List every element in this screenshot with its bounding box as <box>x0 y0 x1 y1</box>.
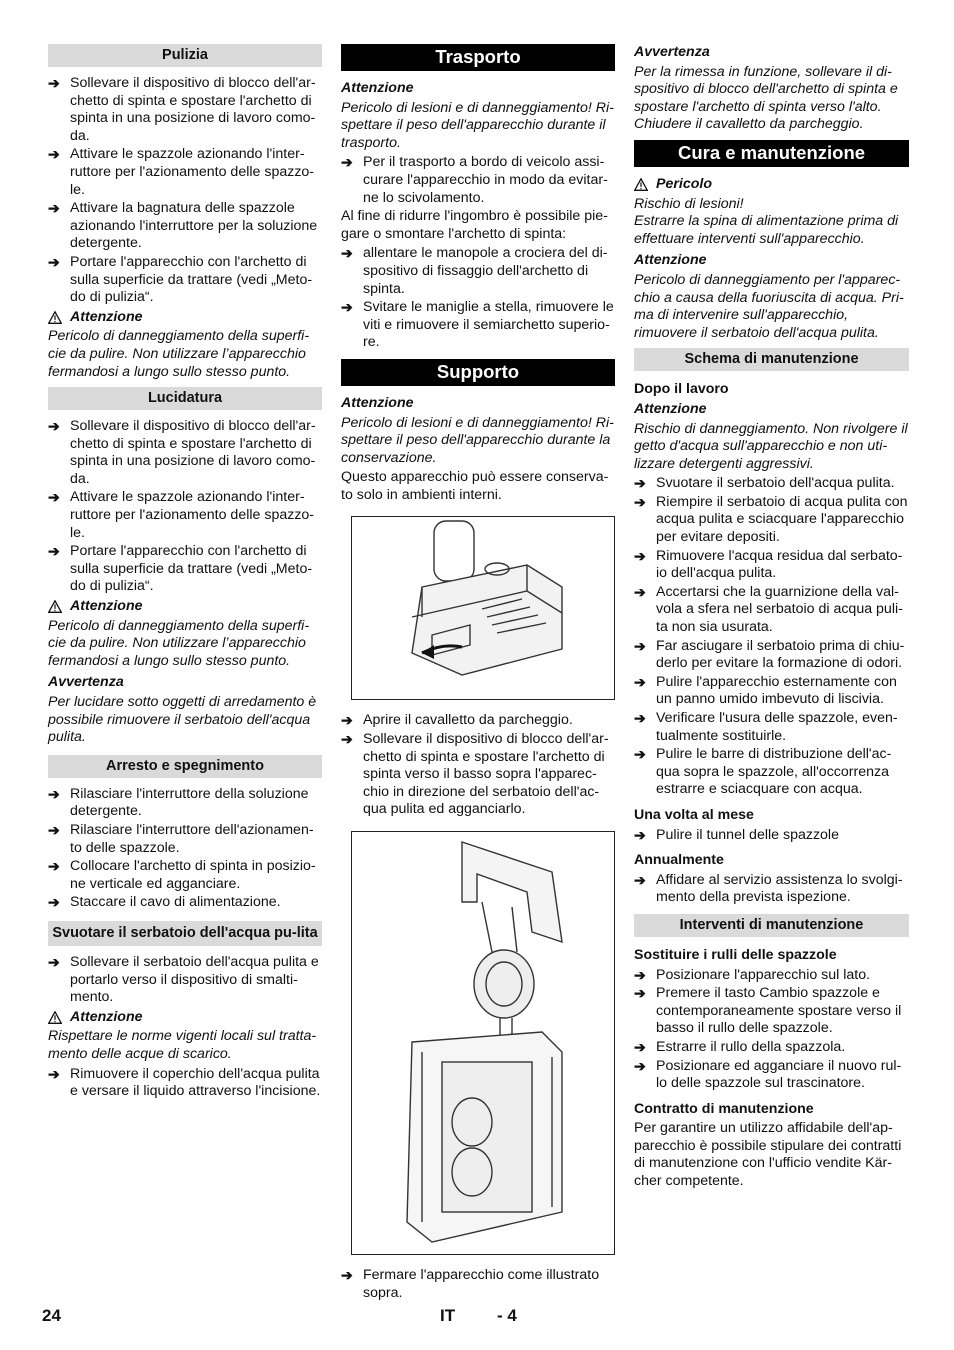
arrow-right-icon: ➔ <box>48 200 60 217</box>
paragraph-supporto: Questo apparecchio può essere conserva-to solo in ambienti interni. <box>341 469 609 503</box>
list-item <box>634 967 909 985</box>
sub-page-number: - 4 <box>497 1306 517 1325</box>
paragraph-contratto: Per garantire un utilizzo affidabile dell'ap-parecchio è possibile stipulare dei contratti di manutenzione con l'ufficio vendite Kär-cher competente. <box>634 1120 902 1190</box>
list-item <box>48 200 322 253</box>
list-svuotare-2 <box>48 1066 322 1101</box>
list-lucidatura <box>48 418 322 596</box>
arrow-right-icon: ➔ <box>48 1065 60 1082</box>
attention-text: Pericolo di lesioni e di danneggiamento! Ri-spettare il peso dell'apparecchio durante la conservazione. <box>341 414 614 466</box>
list-item <box>634 746 909 799</box>
list-item-text: Per il trasporto a bordo di veicolo assi-curare l'apparecchio in modo da evitar-ne lo scivolamento. <box>363 154 608 206</box>
arrow-right-icon: ➔ <box>48 543 60 560</box>
list-item-text: Far asciugare il serbatoio prima di chiu-derlo per evitare la formazione di odori. <box>656 637 905 672</box>
list-item-text: Attivare le spazzole azionando l'inter-ruttore per l'azionamento delle spazzo-le. <box>70 489 315 541</box>
list-item-text: Posizionare ed agganciare il nuovo rul-lo delle spazzole sul trascinatore. <box>656 1057 902 1092</box>
list-item-text: Pulire il tunnel delle spazzole <box>656 826 839 843</box>
list-item <box>48 489 322 542</box>
list-item-text: Staccare il cavo di alimentazione. <box>70 894 281 911</box>
section-title-trasporto: Trasporto <box>341 44 615 71</box>
list-item-text: Rilasciare l'interruttore della soluzione detergente. <box>70 785 309 820</box>
warning-label: Attenzione <box>70 598 143 615</box>
list-item <box>634 638 909 673</box>
arrow-right-icon: ➔ <box>341 299 353 316</box>
arrow-right-icon: ➔ <box>48 894 60 911</box>
list-item <box>48 418 322 488</box>
list-item <box>48 894 322 912</box>
list-arresto <box>48 786 322 912</box>
arrow-right-icon: ➔ <box>634 746 646 763</box>
arrow-right-icon: ➔ <box>341 245 353 262</box>
list-rulli <box>634 967 909 1093</box>
section-title-supporto: Supporto <box>341 359 615 386</box>
list-item <box>341 1267 615 1302</box>
warning-triangle-icon <box>48 311 62 324</box>
list-item <box>634 494 909 547</box>
attention-text: Rischio di danneggiamento. Non rivolgere il getto d'acqua sull'apparecchio e non uti-lizzare detergenti aggressivi. <box>634 420 908 472</box>
note-label: Avvertenza <box>634 44 710 60</box>
warning-triangle-icon <box>48 1011 62 1024</box>
machine-illustration-2 <box>352 832 620 1254</box>
list-supporto <box>341 712 615 819</box>
attention-label: Attenzione <box>634 400 707 417</box>
list-item-text: Posizionare l'apparecchio sul lato. <box>656 966 871 983</box>
list-supporto-2 <box>341 1267 615 1302</box>
page-number: 24 <box>42 1306 61 1325</box>
language-code: IT <box>440 1306 456 1325</box>
list-item-text: Rilasciare l'interruttore dell'azionamen-to delle spazzole. <box>70 821 314 856</box>
list-item-text: Collocare l'archetto di spinta in posizio-ne verticale ed agganciare. <box>70 858 316 892</box>
figure-folded-handle <box>351 831 615 1255</box>
warning-text: Pericolo di danneggiamento della superfi-cie da pulire. Non utilizzare l’apparecchio fermandosi a lungo sullo stesso punto. <box>48 617 310 669</box>
list-item-text: Affidare al servizio assistenza lo svolgi-mento della prevista ispezione. <box>656 871 903 906</box>
arrow-right-icon: ➔ <box>48 821 60 838</box>
list-item-text: Svuotare il serbatoio dell'acqua pulita. <box>656 475 895 492</box>
list-item-text: Attivare le spazzole azionando l'inter-ruttore per l'azionamento delle spazzo-le. <box>70 146 315 198</box>
arrow-right-icon: ➔ <box>48 75 60 91</box>
list-pulizia <box>48 75 322 307</box>
arrow-right-icon: ➔ <box>634 1038 646 1055</box>
list-item <box>341 245 615 298</box>
section-title-cura: Cura e manutenzione <box>634 140 909 167</box>
note-text: Per lucidare sotto oggetti di arredamento è possibile rimuovere il serbatoio dell'acqua pulita. <box>48 694 317 746</box>
warning-label: Attenzione <box>70 1008 143 1025</box>
list-item <box>341 731 615 819</box>
attention-label: Attenzione <box>341 80 414 96</box>
arrow-right-icon: ➔ <box>48 253 60 270</box>
list-item <box>634 475 909 493</box>
list-item-text: Portare l'apparecchio con l'archetto di sulla superficie da trattare (vedi „Meto-do di pulizia“. <box>70 543 313 595</box>
list-item <box>634 872 909 907</box>
section-title-pulizia: Pulizia <box>48 44 322 67</box>
list-item <box>634 1039 909 1057</box>
list-item-text: Pulire l'apparecchio esternamente con un panno umido imbevuto di liscivia. <box>656 673 897 708</box>
list-item <box>341 154 615 207</box>
list-item <box>48 822 322 857</box>
arrow-right-icon: ➔ <box>341 731 353 748</box>
section-title-schema: Schema di manutenzione <box>634 348 909 371</box>
arrow-right-icon: ➔ <box>634 475 646 492</box>
list-trasporto <box>341 154 615 207</box>
arrow-right-icon: ➔ <box>634 547 646 564</box>
list-item <box>634 674 909 709</box>
list-item-text: Rimuovere l'acqua residua dal serbato-io dell'acqua pulita. <box>656 547 903 582</box>
danger-text: Rischio di lesioni! Estrarre la spina di alimentazione prima di effettuare interventi sull'apparecchio. <box>634 195 899 247</box>
section-title-arresto: Arresto e spegnimento <box>48 755 322 778</box>
danger-cura <box>634 176 909 194</box>
list-item-text: Svitare le maniglie a stella, rimuovere le viti e rimuovere il semiarchetto superio-re. <box>363 299 614 351</box>
list-item <box>48 543 322 596</box>
warning-svuotare <box>48 1009 322 1027</box>
list-item <box>341 712 615 730</box>
list-svuotare <box>48 954 322 1007</box>
list-item <box>634 827 909 845</box>
warning-text: Rispettare le norme vigenti locali sul tratta-mento delle acque di scarico. <box>48 1028 317 1062</box>
warning-triangle-icon <box>48 600 62 613</box>
list-item <box>634 985 909 1038</box>
arrow-right-icon: ➔ <box>634 710 646 726</box>
list-item <box>48 858 322 893</box>
list-item-text: Riempire il serbatoio di acqua pulita con acqua pulita e sciacquare l'apparecchio per evitare depositi. <box>656 493 908 546</box>
machine-illustration-1 <box>352 517 614 699</box>
arrow-right-icon: ➔ <box>634 673 646 690</box>
paragraph-trasporto: Al fine di ridurre l'ingombro è possibile pie-gare o smontare l'archetto di spinta: <box>341 208 608 242</box>
arrow-right-icon: ➔ <box>634 966 646 983</box>
arrow-right-icon: ➔ <box>48 418 60 435</box>
figure-parking-stand <box>351 516 615 700</box>
list-item <box>634 548 909 583</box>
subheading-dopo: Dopo il lavoro <box>634 381 729 398</box>
list-item <box>48 254 322 307</box>
column-left <box>48 44 322 1102</box>
list-item <box>48 146 322 199</box>
list-item <box>48 1066 322 1101</box>
list-item <box>634 1058 909 1093</box>
attention-label: Attenzione <box>634 252 707 269</box>
attention-label: Attenzione <box>341 394 414 411</box>
warning-triangle-icon <box>634 178 648 191</box>
subheading-contratto: Contratto di manutenzione <box>634 1100 814 1117</box>
list-item-text: Sollevare il dispositivo di blocco dell'ar-chetto di spinta e spostare l'archetto di spinta in una posizione di lavoro como-da. <box>70 418 316 487</box>
arrow-right-icon: ➔ <box>634 637 646 654</box>
list-item-text: Pulire le barre di distribuzione dell'ac-qua sopra le spazzole, all'occorrenza estrarre e sciacquare con acqua. <box>656 746 892 798</box>
note-label: Avvertenza <box>48 674 124 691</box>
arrow-right-icon: ➔ <box>48 785 60 802</box>
arrow-right-icon: ➔ <box>634 985 646 1002</box>
list-item <box>48 75 322 145</box>
column-middle <box>341 44 615 1303</box>
list-anno <box>634 872 909 907</box>
list-item <box>341 299 615 352</box>
list-item-text: Attivare la bagnatura delle spazzole azionando l'interruttore per la soluzione detergente. <box>70 200 318 252</box>
warning-label: Attenzione <box>70 308 143 325</box>
arrow-right-icon: ➔ <box>48 146 60 163</box>
attention-text: Pericolo di lesioni e di danneggiamento! Ri-spettare il peso dell'apparecchio durante il trasporto. <box>341 99 614 151</box>
list-item-text: Verificare l'usura delle spazzole, even-tualmente sostituirle. <box>656 710 898 744</box>
list-item <box>48 786 322 821</box>
warning-lucidatura <box>48 598 322 616</box>
list-item-text: Rimuovere il coperchio dell'acqua pulita e versare il liquido attraverso l'incisione. <box>70 1065 321 1100</box>
list-item <box>634 584 909 637</box>
list-item-text: Portare l'apparecchio con l'archetto di sulla superficie da trattare (vedi „Meto-do di pulizia“. <box>70 253 313 306</box>
list-item-text: Fermare l'apparecchio come illustrato sopra. <box>363 1267 600 1301</box>
subheading-anno: Annualmente <box>634 852 724 869</box>
danger-label: Pericolo <box>656 175 712 192</box>
list-item-text: allentare le manopole a crociera del di-spositivo di fissaggio dell'archetto di spinta. <box>363 245 608 297</box>
arrow-right-icon: ➔ <box>634 871 646 888</box>
list-item <box>634 710 909 745</box>
list-trasporto-2 <box>341 245 615 352</box>
arrow-right-icon: ➔ <box>48 489 60 506</box>
list-item-text: Sollevare il serbatoio dell'acqua pulita e portarlo verso il dispositivo di smalti-mento. <box>70 953 319 1006</box>
list-item-text: Accertarsi che la guarnizione della val-vola a sfera nel serbatoio di acqua puli-ta non sia usurata. <box>656 583 903 636</box>
arrow-right-icon: ➔ <box>634 1057 646 1074</box>
list-item-text: Aprire il cavalletto da parcheggio. <box>363 712 573 729</box>
subheading-mese: Una volta al mese <box>634 806 754 823</box>
arrow-right-icon: ➔ <box>48 953 60 970</box>
list-item-text: Sollevare il dispositivo di blocco dell'ar-chetto di spinta e spostare l'archetto di spinta in una posizione di lavoro como-da. <box>70 75 316 144</box>
arrow-right-icon: ➔ <box>48 858 60 875</box>
warning-pulizia <box>48 309 322 327</box>
column-right <box>634 44 909 1193</box>
arrow-right-icon: ➔ <box>341 712 353 729</box>
subheading-rulli: Sostituire i rulli delle spazzole <box>634 946 837 963</box>
note-text: Per la rimessa in funzione, sollevare il di-spositivo di blocco dell'archetto di spinta e spostare l'archetto di spinta verso l'alto. Chiudere il cavalletto da parcheggio. <box>634 63 898 133</box>
list-item-text: Sollevare il dispositivo di blocco dell'ar-chetto di spinta e spostare l'archetto di spinta verso il basso sopra l'apparec-chio in direzione del serbatoio dell'ac-qua pulita ed agganciarlo. <box>363 731 609 818</box>
section-title-svuotare: Svuotare il serbatoio dell'acqua pu-lita <box>48 921 322 946</box>
section-title-lucidatura: Lucidatura <box>48 387 322 410</box>
list-item-text: Premere il tasto Cambio spazzole e contemporaneamente spostare verso il basso il rullo delle spazzole. <box>656 985 902 1037</box>
arrow-right-icon: ➔ <box>634 826 646 843</box>
warning-text: Pericolo di danneggiamento della superfi-cie da pulire. Non utilizzare l’apparecchio fermandosi a lungo sullo stesso punto. <box>48 328 310 380</box>
section-title-interventi: Interventi di manutenzione <box>634 914 909 937</box>
list-schema <box>634 475 909 799</box>
arrow-right-icon: ➔ <box>341 154 353 171</box>
arrow-right-icon: ➔ <box>634 583 646 600</box>
attention-text: Pericolo di danneggiamento per l'apparec-chio a causa della fuoriuscita di acqua. Pri-ma di intervenire sull'apparecchio, rimuovere il serbatoio dell'acqua pulita. <box>634 271 904 341</box>
arrow-right-icon: ➔ <box>341 1267 353 1284</box>
list-mese <box>634 827 909 845</box>
arrow-right-icon: ➔ <box>634 493 646 510</box>
list-item-text: Estrarre il rullo della spazzola. <box>656 1038 846 1055</box>
list-item <box>48 954 322 1007</box>
